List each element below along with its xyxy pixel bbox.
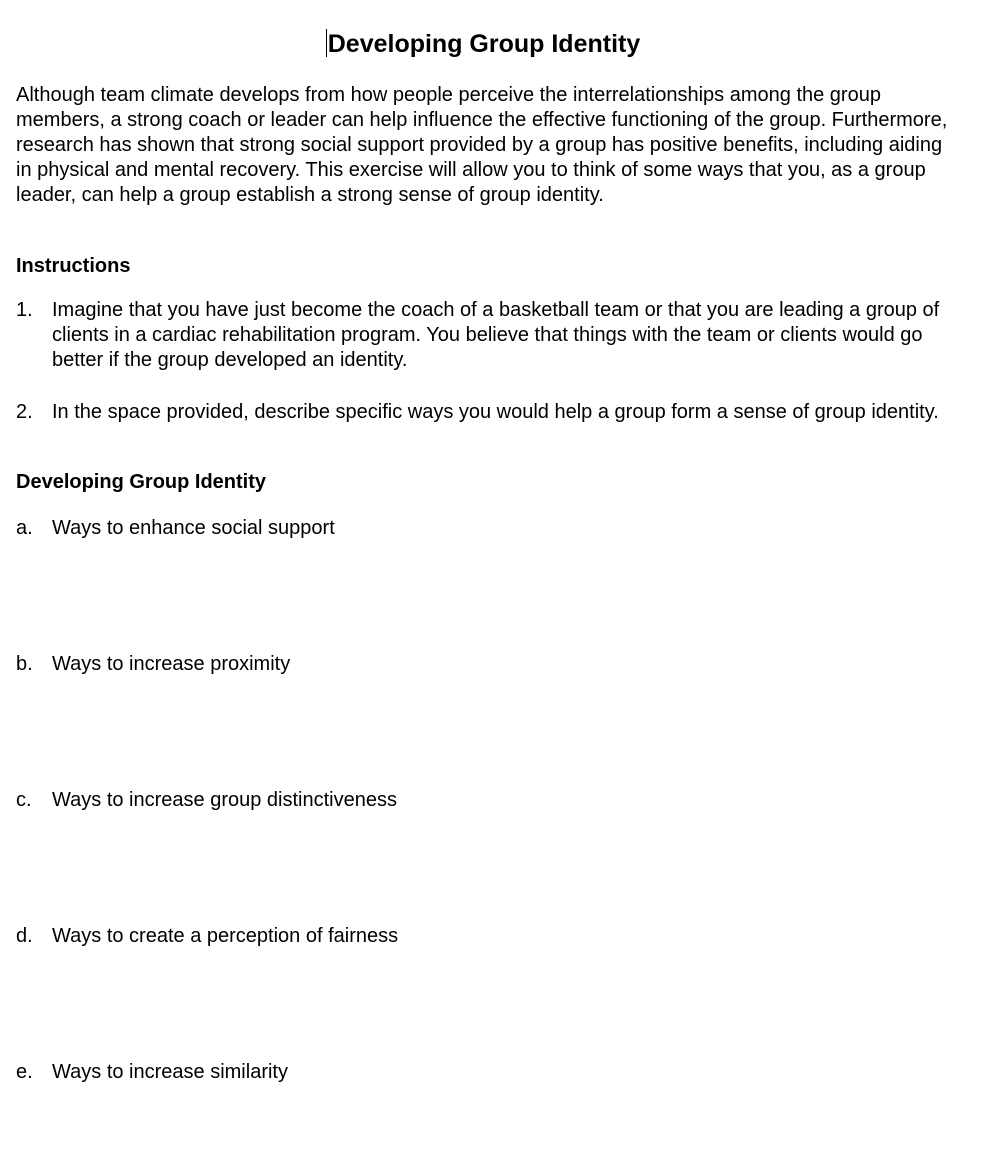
prompt-item <box>16 516 966 541</box>
instruction-item <box>16 400 966 425</box>
prompt-letter: b. <box>16 653 33 675</box>
intro-paragraph: Although team climate develops from how people perceive the interrelationships among the group members, a strong coach or leader can help influence the effective functioning of the group. Furthermore, research has shown that strong social support provided by a group has positive benefits, including aiding in physical and mental recovery. This exercise will allow you to think of some ways that you, as a group leader, can help a group establish a strong sense of group identity. <box>16 84 948 206</box>
prompt-item <box>16 652 966 677</box>
prompt-item <box>16 924 966 949</box>
instruction-item <box>16 298 966 373</box>
prompt-letter: c. <box>16 789 32 811</box>
instruction-number: 1. <box>16 299 33 321</box>
prompt-text: Ways to create a perception of fairness <box>52 925 399 947</box>
prompt-text: Ways to increase proximity <box>52 653 291 675</box>
prompt-item <box>16 788 966 813</box>
instruction-text: In the space provided, describe specific ways you would help a group form a sense of group identity. <box>52 401 939 423</box>
text-cursor <box>326 29 327 57</box>
prompt-text: Ways to increase similarity <box>52 1061 288 1083</box>
prompt-letter: d. <box>16 925 33 947</box>
document-title <box>0 28 966 60</box>
instruction-text: Imagine that you have just become the coach of a basketball team or that you are leading a group of clients in a cardiac rehabilitation program. You believe that things with the team or clients would go better if the group developed an identity. <box>52 299 940 371</box>
section-heading: Developing Group Identity <box>16 471 267 493</box>
instructions-heading: Instructions <box>16 255 131 277</box>
prompt-text: Ways to enhance social support <box>52 517 335 539</box>
prompt-letter: a. <box>16 517 33 539</box>
prompt-letter: e. <box>16 1061 33 1083</box>
instruction-number: 2. <box>16 401 33 423</box>
prompt-item <box>16 1060 966 1085</box>
prompt-text: Ways to increase group distinctiveness <box>52 789 397 811</box>
document-title-text: Developing Group Identity <box>327 30 641 58</box>
